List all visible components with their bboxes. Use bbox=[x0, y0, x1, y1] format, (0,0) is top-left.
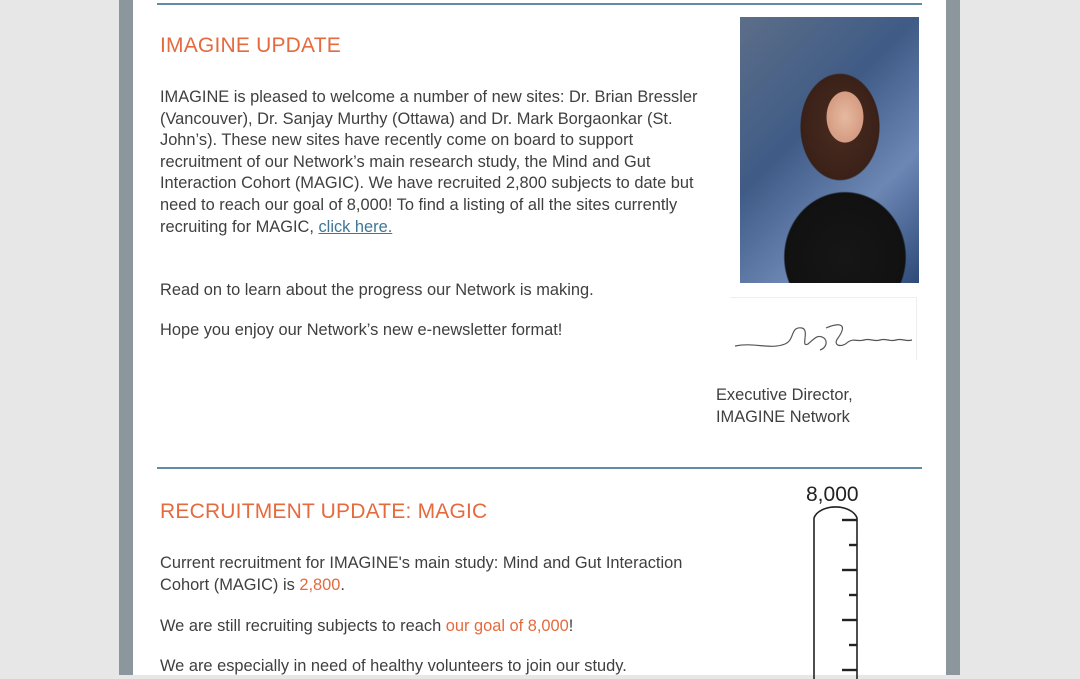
recruitment-p2-text: We are still recruiting subjects to reach bbox=[160, 617, 446, 635]
section-divider-middle bbox=[157, 467, 922, 469]
recruitment-p1-text: Current recruitment for IMAGINE's main study: Mind and Gut Interaction Cohort (MAGIC) is bbox=[160, 554, 683, 594]
thermometer-goal-label: 8,000 bbox=[806, 483, 859, 506]
recruitment-paragraph-3: We are especially in need of healthy volunteers to join our study. bbox=[160, 657, 627, 675]
recruitment-p2-suffix: ! bbox=[568, 617, 574, 635]
caption-title: Executive Director, bbox=[716, 386, 853, 404]
recruitment-p1-suffix: . bbox=[340, 575, 345, 594]
recruitment-goal-highlight: our goal of 8,000 bbox=[445, 617, 569, 635]
recruitment-paragraph-2 bbox=[160, 616, 700, 638]
imagine-update-paragraph-3: Hope you enjoy our Network’s new e-newsletter format! bbox=[160, 321, 563, 339]
section-divider-top bbox=[157, 3, 922, 5]
caption-organization: IMAGINE Network bbox=[716, 407, 850, 426]
click-here-link[interactable]: click here. bbox=[318, 217, 393, 236]
imagine-update-heading: IMAGINE UPDATE bbox=[160, 34, 341, 57]
recruitment-update-heading: RECRUITMENT UPDATE: MAGIC bbox=[160, 500, 488, 523]
signature-caption bbox=[716, 385, 853, 428]
executive-director-photo bbox=[740, 17, 919, 283]
signature bbox=[730, 297, 917, 360]
recruitment-paragraph-1 bbox=[160, 553, 700, 596]
imagine-update-paragraph-1 bbox=[160, 87, 700, 238]
imagine-update-paragraph-2: Read on to learn about the progress our Network is making. bbox=[160, 281, 594, 299]
current-recruitment-count: 2,800 bbox=[299, 575, 341, 594]
thermometer-icon bbox=[810, 504, 870, 679]
signature-icon bbox=[730, 298, 916, 360]
paragraph-1-text: IMAGINE is pleased to welcome a number of new sites: Dr. Brian Bressler (Vancouver), Dr. Sanjay Murthy (Ottawa) and Dr. Mark Borgaonkar (St. John’s). These new sites have recently come on board to support recruitment of our Network’s main research study, the Mind and Gut Interaction Cohort (MAGIC). We have recruited 2,800 subjects to date but need to reach our goal of 8,000! To find a listing of all the sites currently recruiting for MAGIC, bbox=[160, 88, 698, 236]
